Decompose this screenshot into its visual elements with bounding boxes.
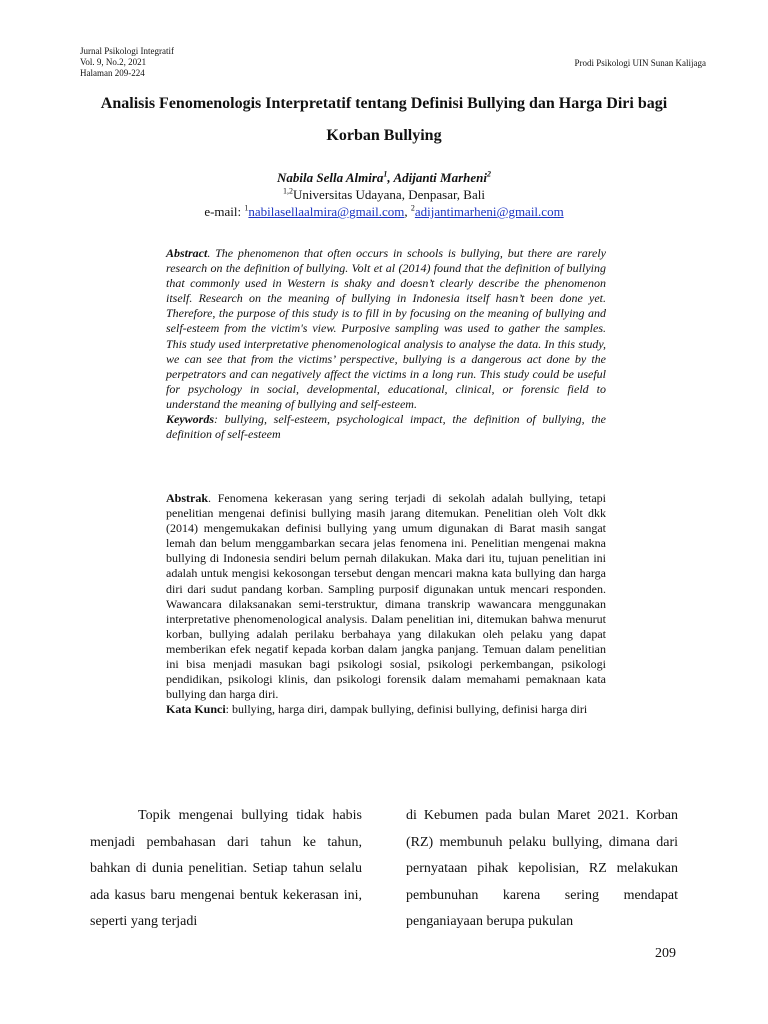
author-line <box>0 170 768 186</box>
abstract-english-body <box>166 246 606 412</box>
body-paragraph: Topik mengenai bullying tidak habis menjadi pembahasan dari tahun ke tahun, bahkan di dunia penelitian. Setiap tahun selalu ada kasus baru mengenai bentuk kekerasan ini, seperti yang terjadi <box>90 808 362 929</box>
keywords-indonesian <box>166 702 606 717</box>
email-line <box>0 204 768 220</box>
email-label: e-mail: <box>204 204 245 219</box>
affiliation <box>0 187 768 203</box>
affiliation-superscript: 1,2 <box>283 186 294 196</box>
body-column-right <box>406 803 678 936</box>
affiliation-text: Universitas Udayana, Denpasar, Bali <box>293 187 485 202</box>
journal-name: Jurnal Psikologi Integratif <box>80 46 174 56</box>
abstrak-label: Abstrak <box>166 491 209 505</box>
journal-pages: Halaman 209-224 <box>80 68 145 78</box>
author-separator: , <box>387 170 394 185</box>
journal-volume: Vol. 9, No.2, 2021 <box>80 57 147 67</box>
page-number: 209 <box>655 946 676 961</box>
email-link-author2[interactable]: adijantimarheni@gmail.com <box>414 204 564 219</box>
institution-header: Prodi Psikologi UIN Sunan Kalijaga <box>574 58 706 68</box>
abstract-text: . The phenomenon that often occurs in schools is bullying, but there are rarely research on the definition of bullying. Volt et al (2014) found that the definition of bullying that commonly used in Western is shaky and doesn’t clearly describe the phenomenon itself. Research on the meaning of bullying in Indonesia itself hasn’t been done yet. Therefore, the purpose of this study is to fill in by focusing on the meaning of bullying and self-esteem from the victim's view. Purposive sampling was used to gather the samples. This study used interpretative phenomenological analysis to analyse the data. In this study, we can see that from the victims’ perspective, bullying is a dangerous act done by the perpetrators and can negatively affect the victims in a long run. This study could be useful for psychology in social, developmental, educational, clinical, or forensic field to understand the meaning of bullying and self-esteem. <box>166 246 606 411</box>
email-separator: , <box>404 204 411 219</box>
abstract-english <box>166 246 606 442</box>
body-paragraph: di Kebumen pada bulan Maret 2021. Korban (RZ) membunuh pelaku bullying, dimana dari pernyataan pihak kepolisian, RZ melakukan pembunuhan karena sering mendapat penganiayaan berupa pukulan <box>406 808 678 929</box>
abstract-label: Abstract <box>166 246 208 260</box>
abstrak-text: . Fenomena kekerasan yang sering terjadi di sekolah adalah bullying, tetapi penelitian mengenai definisi bullying masih jarang ditemukan. Penelitian oleh Volt dkk (2014) mengemukakan definisi bullying yang umum digunakan di Barat masih sangat lemah dan belum menggambarkan secara jelas fenomena ini. Penelitian mengenai makna bullying di Indonesia sendiri belum pernah dilakukan. Maka dari itu, tujuan penelitian ini adalah untuk mengisi kekosongan tersebut dengan mencari makna kata bullying dan harga diri dari sudut pandang korban. Sampling purposif digunakan untuk mencari responden. Wawancara dilaksanakan semi-terstruktur, dimana transkrip wawancara menggunakan interpretative phenomenological analysis. Dalam penelitian ini, ditemukan bahwa menurut korban, bullying adalah perilaku berbahaya yang dilakukan oleh pelaku yang dapat memberikan efek negatif kepada korban dalam jangka panjang. Temuan dalam penelitian ini bisa menjadi masukan bagi psikologi sosial, psikologi perkembangan, psikologi pendidikan, psikologi klinis, dan psikologi forensik dalam memahami pemaknaan kata bullying dan harga diri. <box>166 491 606 702</box>
keywords-text: : bullying, self-esteem, psychological impact, the definition of bullying, the definition of self-esteem <box>166 412 606 442</box>
author-name: Adijanti Marheni <box>393 170 487 185</box>
author-name: Nabila Sella Almira <box>276 170 384 185</box>
kata-kunci-label: Kata Kunci <box>166 702 226 717</box>
abstract-indonesian-body <box>166 491 606 702</box>
keywords-english <box>166 412 606 442</box>
email-superscript: 2 <box>410 203 415 213</box>
paper-title: Analisis Fenomenologis Interpretatif tentang Definisi Bullying dan Harga Diri bagi Korban Bullying <box>100 95 668 144</box>
kata-kunci-text: : bullying, harga diri, dampak bullying, definisi bullying, definisi harga diri <box>225 702 588 717</box>
abstract-indonesian <box>166 491 606 717</box>
author-superscript: 1 <box>383 169 388 179</box>
email-superscript: 1 <box>244 203 249 213</box>
journal-header <box>80 46 174 79</box>
author-superscript: 2 <box>487 169 491 179</box>
email-link-author1[interactable]: nabilasellaalmira@gmail.com <box>248 204 405 219</box>
body-column-left <box>90 803 362 936</box>
keywords-label: Keywords <box>166 412 214 427</box>
